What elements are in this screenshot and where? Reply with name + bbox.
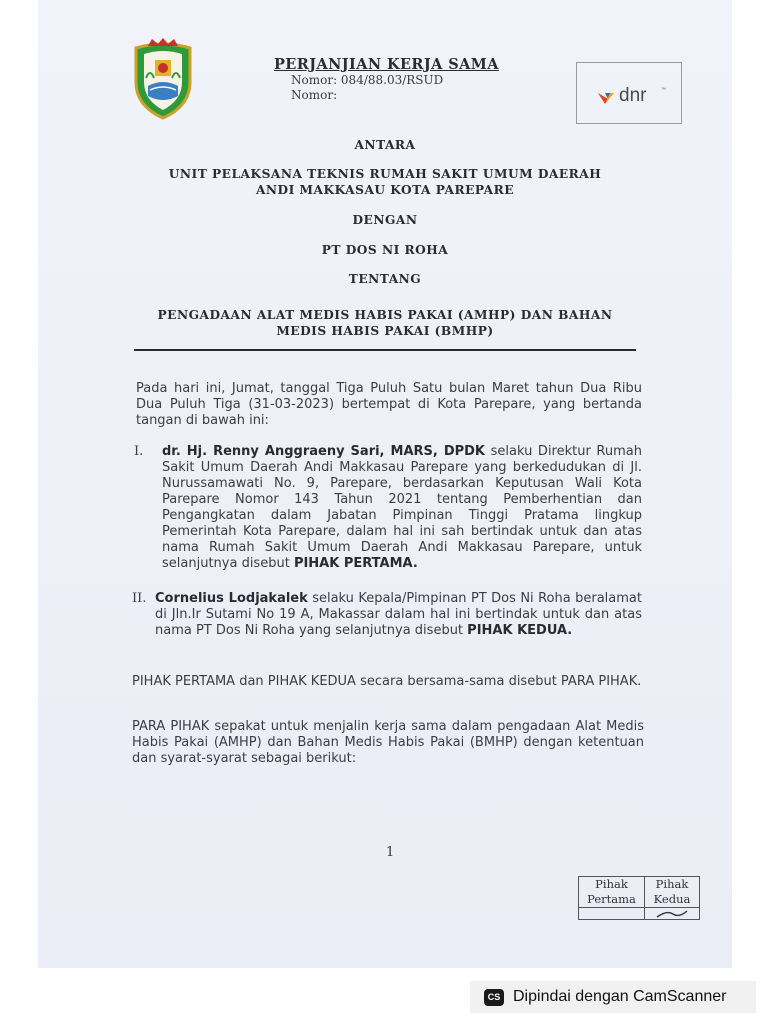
dnr-logo-icon bbox=[597, 91, 615, 105]
paraf-pihak-kedua-header bbox=[645, 877, 700, 908]
dnr-brand-text: dnr bbox=[619, 85, 647, 106]
para-pihak-paragraph: PIHAK PERTAMA dan PIHAK KEDUA secara bersama-sama disebut PARA PIHAK. bbox=[132, 674, 642, 689]
paraf-col1-line2: Pertama bbox=[587, 892, 636, 906]
paraf-pihak-pertama-cell bbox=[579, 908, 645, 920]
document-title: PERJANJIAN KERJA SAMA bbox=[274, 56, 499, 73]
paraf-col2-line2: Kedua bbox=[653, 892, 691, 906]
city-emblem-logo bbox=[128, 38, 198, 120]
heading-dengan: DENGAN bbox=[352, 213, 418, 227]
paraf-pihak-kedua-cell bbox=[645, 908, 700, 920]
item-2-role: PIHAK KEDUA. bbox=[467, 623, 573, 638]
item-1-paragraph bbox=[162, 444, 642, 572]
intro-paragraph: Pada hari ini, Jumat, tanggal Tiga Puluh Satu bulan Maret tahun Dua Ribu Dua Puluh Tiga (31-03-2023) bertempat di Kota Parepare, yang bertanda tangan di bawah ini: bbox=[136, 381, 642, 428]
item-2-name: Cornelius Lodjakalek bbox=[155, 591, 308, 606]
page-number: 1 bbox=[386, 845, 395, 860]
paraf-col1-line1: Pihak bbox=[595, 877, 628, 891]
camscanner-text: Dipindai dengan CamScanner bbox=[513, 988, 727, 1005]
camscanner-icon: CS bbox=[484, 989, 504, 1006]
item-1-role: PIHAK PERTAMA. bbox=[293, 556, 418, 571]
document-number-1: Nomor: 084/88.03/RSUD bbox=[291, 73, 444, 87]
heading-divider bbox=[134, 349, 636, 351]
paraf-pihak-pertama-header bbox=[579, 877, 645, 908]
initial-signature-icon bbox=[653, 908, 693, 920]
subject-line2: MEDIS HABIS PAKAI (BMHP) bbox=[276, 324, 494, 338]
heading-tentang: TENTANG bbox=[348, 272, 422, 286]
item-2-paragraph bbox=[155, 591, 642, 639]
camscanner-watermark bbox=[470, 981, 756, 1013]
party-one-line2: ANDI MAKKASAU KOTA PAREPARE bbox=[255, 183, 515, 197]
header-block bbox=[274, 56, 499, 103]
party-one-line1: UNIT PELAKSANA TEKNIS RUMAH SAKIT UMUM DAERAH bbox=[168, 167, 602, 181]
subject-line1: PENGADAAN ALAT MEDIS HABIS PAKAI (AMHP) DAN BAHAN bbox=[157, 308, 613, 322]
trademark-mark: ™ bbox=[661, 87, 666, 93]
item-1-name: dr. Hj. Renny Anggraeny Sari, MARS, DPDK bbox=[162, 444, 485, 459]
initials-table bbox=[578, 876, 700, 920]
item-1-number: I. bbox=[134, 444, 144, 459]
item-2-number: II. bbox=[132, 591, 147, 606]
heading-antara: ANTARA bbox=[354, 138, 416, 152]
document-number-2: Nomor: bbox=[291, 88, 338, 102]
item-2-text: selaku Kepala/Pimpinan PT Dos Ni Roha beralamat di Jln.Ir Sutami No 19 A, Makassar dalam hal ini bertindak untuk dan atas nama PT Dos Ni Roha yang selanjutnya disebut bbox=[155, 591, 642, 638]
paraf-col2-line1: Pihak bbox=[655, 877, 689, 891]
agreement-paragraph: PARA PIHAK sepakat untuk menjalin kerja sama dalam pengadaan Alat Medis Habis Pakai (AMHP) dan Bahan Medis Habis Pakai (BMHP) dengan ketentuan dan syarat-syarat sebagai berikut: bbox=[132, 719, 644, 766]
company-logo-box bbox=[576, 62, 682, 124]
party-two: PT DOS NI ROHA bbox=[321, 243, 449, 257]
item-1-text: selaku Direktur Rumah Sakit Umum Daerah Andi Makkasau Parepare yang berkedudukan di Jl. Nurussamawati No. 9, Parepare, berdasarkan Keputusan Wali Kota Parepare Nomor 143 Tahun 2021 tentang Pemberhentian dan Pengangkatan dalam Jabatan Pimpinan Tinggi Pratama lingkup Pemerintah Kota Parepare, dalam hal ini sah bertindak untuk dan atas nama Rumah Sakit Umum Daerah Andi Makkasau Parepare, untuk selanjutnya disebut bbox=[162, 444, 642, 571]
